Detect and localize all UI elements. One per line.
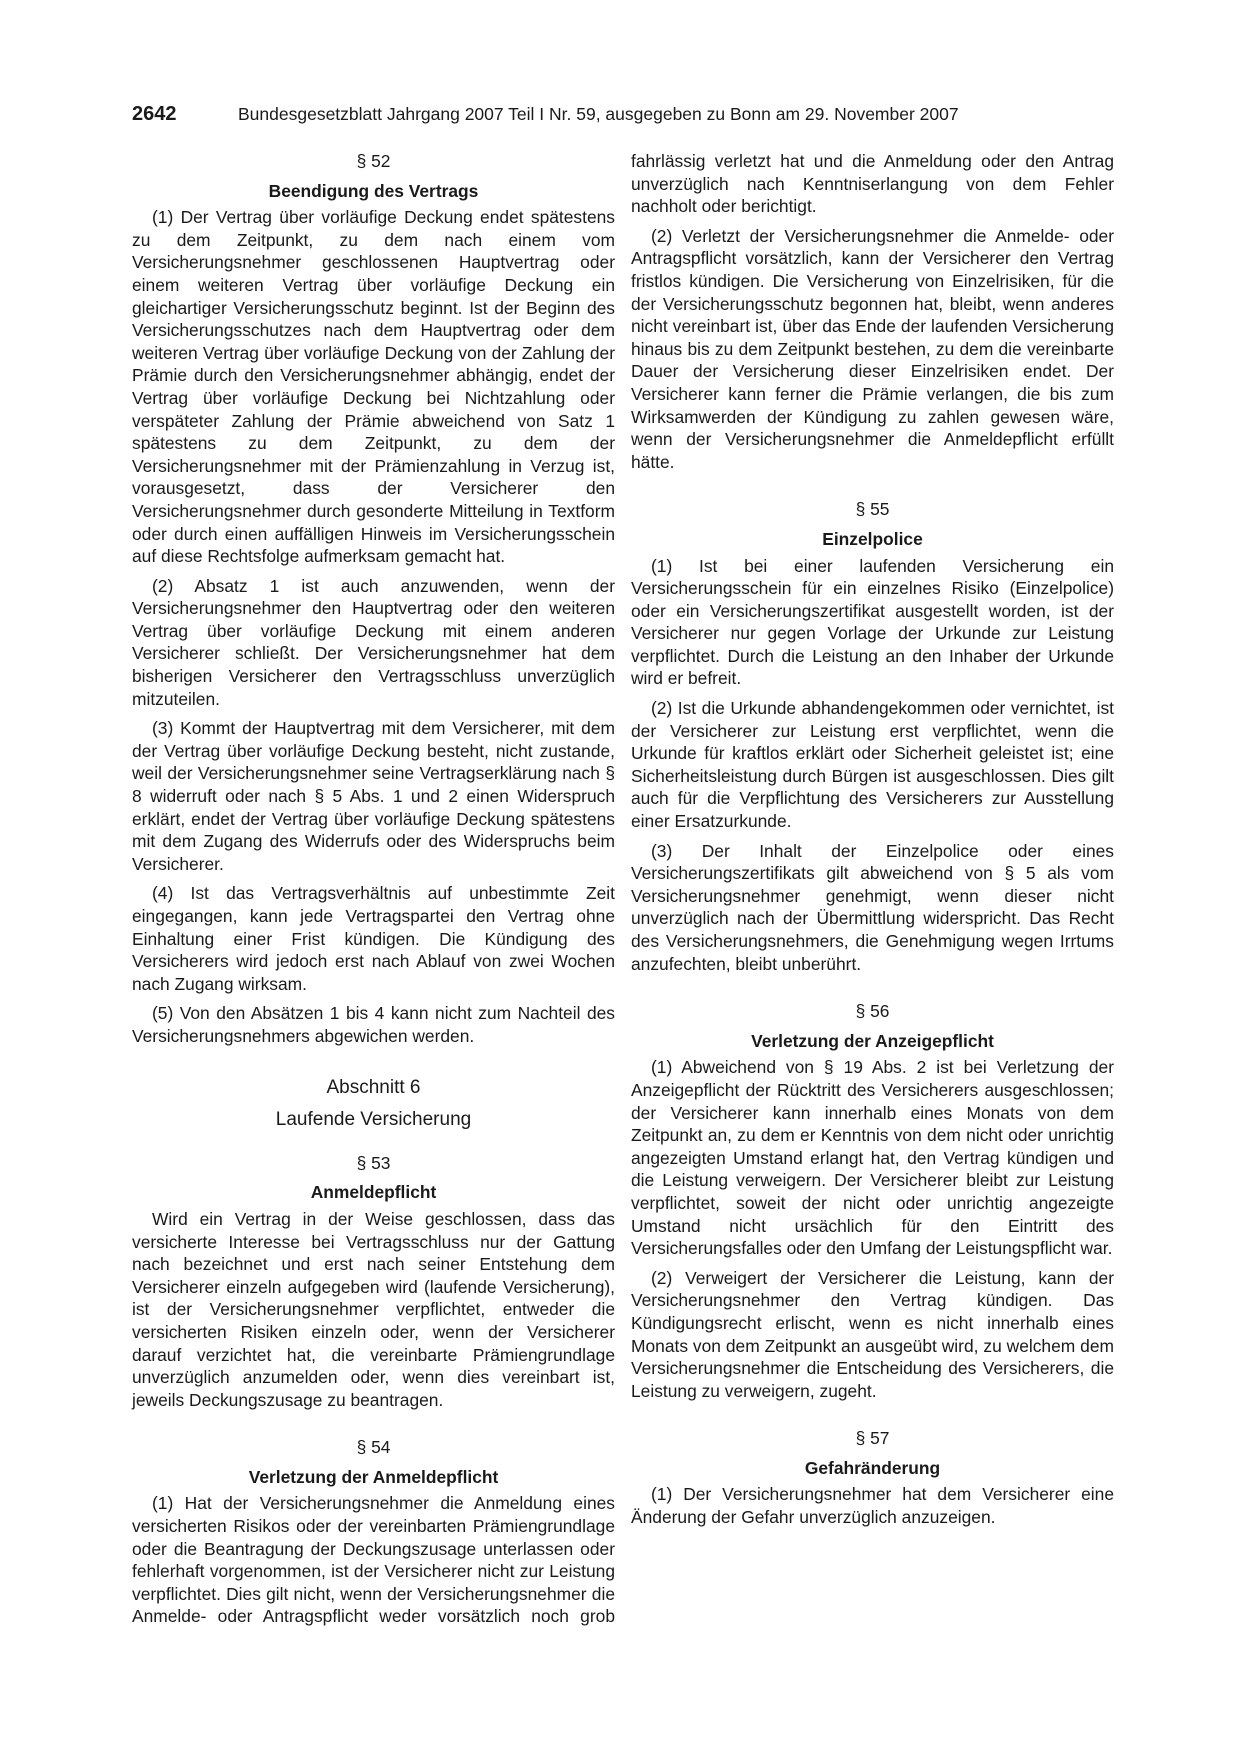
section-54-number: § 54 [356, 1437, 391, 1458]
section-57-number: § 57 [855, 1428, 890, 1449]
right-column [631, 150, 1114, 1536]
part-6-label: Abschnitt 6 [326, 1076, 421, 1098]
section-52-paragraph-1: (1) Der Vertrag über vorläufige Deckung endet spätestens zu dem Zeitpunkt, zu dem nach einem vom Versicherungsnehmer geschlossenen Hauptvertrag oder einem weiteren Vertrag über vorläufige Deckung ein gleichartiger Versicherungsschutz beginnt. Ist der Beginn des Versicherungsschutzes nach dem Hauptvertrag oder dem weiteren Vertrag über vorläufige Deckung von der Zahlung der Prämie durch den Versicherungsnehmer abhängig, endet der Vertrag über vorläufige Deckung bei Nichtzahlung oder verspäteter Zahlung der Prämie abweichend von Satz 1 spätestens zu dem Zeitpunkt, zu dem der Versicherungsnehmer mit der Prämienzahlung in Verzug ist, vorausgesetzt, dass der Versicherer den Versicherungsnehmer durch gesonderte Mitteilung in Textform oder durch einen auffälligen Hinweis im Versicherungsschein auf diese Rechtsfolge aufmerksam gemacht hat. [132, 207, 615, 567]
section-56-title: Verletzung der Anzeigepflicht [751, 1030, 994, 1051]
section-55-paragraph-2: (2) Ist die Urkunde abhandengekommen oder vernichtet, ist der Versicherer zur Leistung erst verpflichtet, wenn die Urkunde für kraftlos erklärt oder Sicherheit geleistet ist; eine Sicherheitsleistung durch Bürgen ist ausgeschlossen. Dies gilt auch für die Verpflichtung des Versicherers zur Ausstellung einer Ersatzurkunde. [631, 698, 1114, 832]
section-57-title: Gefahränderung [804, 1457, 941, 1478]
section-55-paragraph-1: (1) Ist bei einer laufenden Versicherung ein Versicherungsschein für ein einzelnes Risiko (Einzelpolice) oder ein Versicherungszertifikat ausgestellt worden, ist der Versicherer nur gegen Vorlage der Urkunde zur Leistung verpflichtet. Durch die Leistung an den Inhaber der Urkunde wird er befreit. [631, 555, 1114, 689]
section-54-title: Verletzung der Anmeldepflicht [248, 1466, 499, 1487]
section-56-paragraph-1: (1) Abweichend von § 19 Abs. 2 ist bei Verletzung der Anzeigepflicht der Rücktritt des Versicherers ausgeschlossen; der Versicherer kann innerhalb eines Monats von dem Zeitpunkt an, zu dem er Kenntnis von dem nicht oder unrichtig angezeigten Umstand erlangt hat, den Vertrag kündigen und die Leistung verweigern. Der Versicherer bleibt zur Leistung verpflichtet, soweit der nicht oder unrichtig angezeigte Umstand nicht ursächlich für den Eintritt des Versicherungsfalles oder den Umfang der Leistungspflicht war. [631, 1057, 1114, 1259]
section-55-number: § 55 [855, 499, 890, 520]
section-52-number: § 52 [356, 151, 391, 171]
section-57-paragraph-1: (1) Der Versicherungsnehmer hat dem Versicherer eine Änderung der Gefahr unverzüglich anzuzeigen. [631, 1484, 1114, 1528]
section-52-title: Beendigung des Vertrags [268, 180, 479, 201]
page-header [132, 100, 1122, 128]
section-54-paragraph-1: (1) Hat der Versicherungsnehmer die Anmeldung eines versicherten Risikos oder der vereinbarten Prämiengrundlage oder die Beantragung der Deckungszusage unterlassen oder fehlerhaft vorgenommen, ist der Versicherer nicht zur Leistung verpflichtet. Dies gilt nicht, wenn der Versicherungsnehmer die Anmelde- oder Antragspflicht weder vorsätzlich noch grob [132, 1493, 615, 1627]
section-54-paragraph-2: (2) Verletzt der Versicherungsnehmer die Anmelde- oder Antragspflicht vorsätzlich, kann der Versicherer den Vertrag fristlos kündigen. Die Versicherung von Einzelrisiken, für die der Versicherungsschutz begonnen hat, bleibt, wenn anderes nicht vereinbart ist, über das Ende der laufenden Versicherung hinaus bis zu dem Zeitpunkt bestehen, zu dem die vereinbarte Dauer der Versicherung dieser Einzelrisiken endet. Der Versicherer kann ferner die Prämie verlangen, die bis zum Wirksamwerden der Kündigung zu zahlen gewesen wäre, wenn der Versicherungsnehmer die Anmeldepflicht erfüllt hätte. [631, 225, 1114, 472]
left-column [132, 150, 615, 1635]
section-53-title: Anmeldepflicht [310, 1182, 437, 1203]
section-52-paragraph-2: (2) Absatz 1 ist auch anzuwenden, wenn der Versicherungsnehmer den Hauptvertrag oder den weiteren Vertrag über vorläufige Deckung mit einem anderen Versicherer schließt. Der Versicherungsnehmer hat dem bisherigen Versicherer den Vertragsschluss unverzüglich mitzuteilen. [132, 575, 615, 709]
section-52-paragraph-4: (4) Ist das Vertragsverhältnis auf unbestimmte Zeit eingegangen, kann jede Vertragspartei den Vertrag ohne Einhaltung einer Frist kündigen. Die Kündigung des Versicherers wird jedoch erst nach Ablauf von zwei Wochen nach Zugang wirksam. [132, 883, 615, 994]
spacer [132, 1418, 615, 1436]
section-56-paragraph-2: (2) Verweigert der Versicherer die Leistung, kann der Versicherungsnehmer den Vertrag kündigen. Das Kündigungsrecht erlischt, wenn es nicht innerhalb eines Monats von dem Zeitpunkt an ausgeübt wird, zu welchem dem Versicherungsnehmer die Entscheidung des Versicherers, die Leistung zu verweigern, zugeht. [631, 1267, 1114, 1401]
spacer [631, 982, 1114, 1000]
gazette-title: Bundesgesetzblatt Jahrgang 2007 Teil I Nr. 59, ausgegeben zu Bonn am 29. November 2007 [238, 104, 959, 124]
section-52-paragraph-5: (5) Von den Absätzen 1 bis 4 kann nicht zum Nachteil des Versicherungsnehmers abgewichen werden. [132, 1003, 615, 1046]
section-56-number: § 56 [855, 1001, 890, 1022]
part-6-title: Laufende Versicherung [275, 1109, 472, 1131]
section-53-number: § 53 [356, 1152, 391, 1173]
page-number: 2642 [132, 103, 177, 125]
section-53-paragraph-1: Wird ein Vertrag in der Weise geschlossen, dass das versicherte Interesse bei Vertragsschluss nur der Gattung nach bezeichnet und erst nach seiner Entstehung dem Versicherer einzeln aufgegeben wird (laufende Versicherung), ist der Versicherungsnehmer verpflichtet, entweder die versicherten Risiken einzeln oder, wenn der Versicherer darauf verzichtet hat, die vereinbarte Prämiengrundlage unverzüglich anzumelden oder, wenn dies vereinbart ist, jeweils Deckungszusage zu beantragen. [132, 1208, 615, 1410]
section-54-paragraph-1-continued: fahrlässig verletzt hat und die Anmeldung oder den Antrag unverzüglich nach Kenntniserlangung von dem Fehler nachholt oder berichtigt. [631, 151, 1114, 217]
section-55-paragraph-3: (3) Der Inhalt der Einzelpolice oder eines Versicherungszertifikats gilt abweichend von § 5 als vom Versicherungsnehmer genehmigt, wenn dieser nicht unverzüglich nach der Übermittlung widerspricht. Das Recht des Versicherungsnehmers, die Genehmigung wegen Irrtums anzufechten, bleibt unberührt. [631, 840, 1114, 974]
spacer [132, 1055, 615, 1077]
section-52-paragraph-3: (3) Kommt der Hauptvertrag mit dem Versicherer, mit dem der Vertrag über vorläufige Deckung besteht, nicht zustande, weil der Versicherungsnehmer seine Vertragserklärung nach § 8 widerruft oder nach § 5 Abs. 1 und 2 einen Widerspruch erklärt, endet der Vertrag über vorläufige Deckung spätestens mit dem Zugang des Widerrufs oder des Widerspruchs beim Versicherer. [132, 718, 615, 874]
spacer [631, 480, 1114, 498]
spacer [631, 1409, 1114, 1427]
section-55-title: Einzelpolice [822, 528, 923, 549]
